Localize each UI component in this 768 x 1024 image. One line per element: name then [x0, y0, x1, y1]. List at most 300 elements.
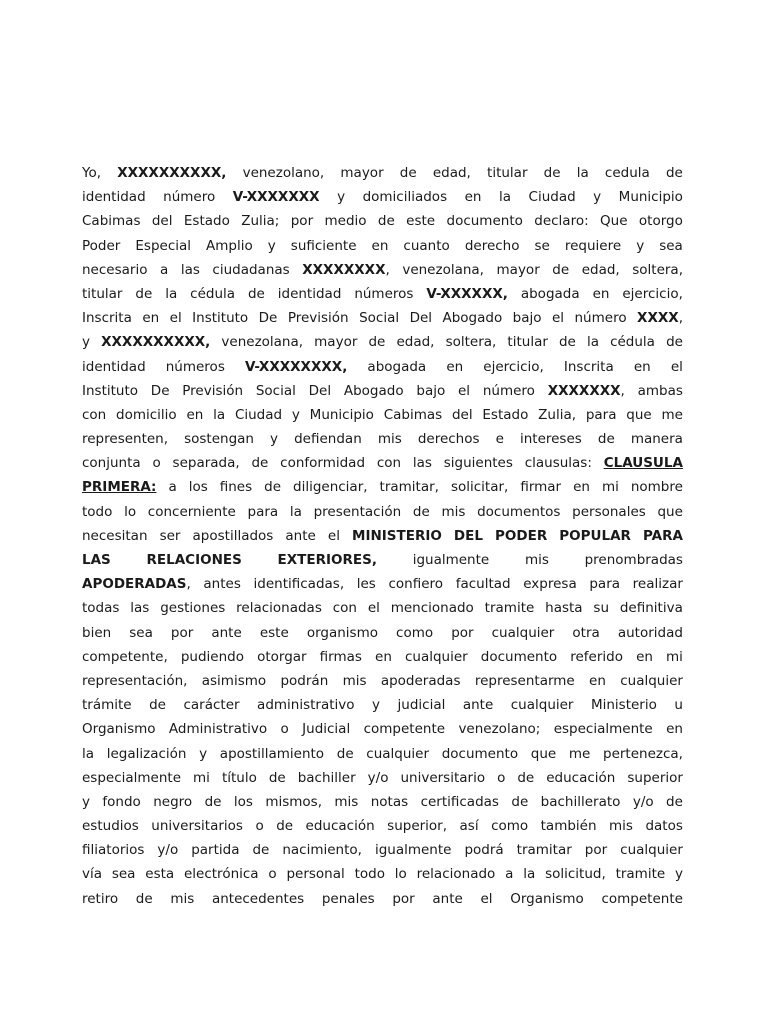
word: número — [482, 382, 535, 399]
word: filiatorios — [82, 842, 145, 859]
word: De — [150, 382, 170, 399]
word: este — [259, 624, 289, 641]
word: apostillados — [192, 527, 274, 544]
word: los — [188, 479, 208, 496]
word: cuanto — [403, 237, 450, 254]
word: otorgar — [257, 648, 307, 665]
text-line — [82, 185, 683, 209]
word: podrán — [280, 672, 329, 689]
word: asimismo — [201, 672, 267, 689]
word: identidad — [277, 285, 342, 302]
word: cédula — [190, 285, 236, 302]
word: sostengan — [184, 431, 254, 448]
word: titular — [507, 334, 548, 351]
word: Administrativo — [168, 721, 268, 738]
word: Organismo — [82, 721, 156, 738]
word: la — [498, 189, 512, 206]
word: esta — [145, 866, 175, 883]
word: mis — [334, 793, 359, 810]
word: Abogado — [343, 382, 404, 399]
text-line — [82, 379, 683, 403]
word: por — [584, 842, 608, 859]
word: Del — [409, 310, 433, 327]
word: derecho — [464, 237, 520, 254]
word: tramite — [615, 866, 666, 883]
word: Ciudad — [528, 189, 576, 206]
word: conjunta — [82, 455, 141, 472]
word: superior, — [387, 818, 448, 835]
word: Poder — [82, 237, 121, 254]
word: en — [464, 189, 482, 206]
word: administrativo — [257, 697, 355, 714]
word: el — [551, 310, 565, 327]
word: de — [666, 334, 683, 351]
word: apostillamiento — [219, 745, 325, 762]
word: hasta — [545, 600, 583, 617]
word: facultad — [455, 576, 511, 593]
word: en — [666, 721, 683, 738]
word: mayor — [314, 334, 358, 351]
word: Especial — [135, 237, 192, 254]
word: Judicial — [302, 721, 351, 738]
word: realizar — [632, 576, 683, 593]
text-line — [82, 572, 683, 596]
text-line — [82, 862, 683, 886]
word: pudiendo — [180, 648, 244, 665]
word: venezolano; — [458, 721, 541, 738]
word: fines — [219, 479, 253, 496]
word: en — [636, 648, 653, 665]
word: venezolana, — [221, 334, 304, 351]
word: con — [376, 455, 402, 472]
word: de — [276, 818, 294, 835]
word: edad, — [396, 334, 435, 351]
word: de — [543, 165, 561, 181]
word: e — [495, 431, 504, 448]
word: como — [396, 624, 434, 641]
text-line — [82, 645, 683, 669]
word: que — [530, 745, 557, 762]
word: DEL — [453, 527, 483, 544]
word: mis — [441, 503, 466, 520]
word: a — [160, 261, 169, 278]
word: igualmente — [412, 552, 490, 568]
word: mis — [524, 552, 549, 568]
word: RELACIONES — [146, 552, 242, 568]
word: firmas — [319, 648, 362, 665]
word: presentación — [313, 503, 402, 520]
word: su — [593, 600, 610, 617]
word: representen, — [82, 431, 169, 448]
word: superior — [627, 769, 683, 786]
word: conformidad — [280, 455, 366, 472]
word: de — [412, 503, 430, 520]
word: antes — [203, 576, 241, 593]
word: autoridad — [617, 624, 683, 641]
word: y — [372, 697, 381, 714]
word: de — [558, 334, 576, 351]
word: confiero — [388, 576, 444, 593]
text-line — [82, 790, 683, 814]
word: en — [573, 479, 590, 496]
word: abogada — [367, 358, 427, 375]
word: este — [406, 213, 436, 230]
word: otorgo — [638, 213, 683, 230]
word: cualquier — [510, 697, 574, 714]
word: documento — [441, 745, 519, 762]
word: números — [165, 358, 225, 375]
word: las — [412, 455, 432, 472]
word: necesitan — [82, 527, 148, 544]
word: los — [233, 793, 253, 810]
word: la — [586, 334, 599, 351]
word: derechos — [417, 431, 480, 448]
word: de — [377, 213, 395, 230]
word: sea — [111, 866, 136, 883]
word: de — [368, 334, 386, 351]
word: número — [574, 310, 627, 327]
word: cualquier — [620, 842, 683, 859]
word: universitarios — [151, 818, 243, 835]
word: tramitar, — [379, 479, 439, 496]
text-line — [82, 693, 683, 717]
word: Estado — [482, 406, 529, 423]
word: en — [446, 358, 464, 375]
text-line — [82, 524, 683, 548]
word: competente — [601, 890, 683, 907]
word: que — [657, 503, 683, 520]
word: de — [268, 769, 286, 786]
word: del — [451, 406, 473, 423]
word: me — [568, 745, 591, 762]
word: siguientes — [443, 455, 513, 472]
text-line — [82, 451, 683, 475]
word: podrá — [464, 842, 504, 859]
word: necesario — [82, 261, 148, 278]
word: o — [268, 866, 277, 883]
word: cualquier — [366, 745, 430, 762]
word: personal — [286, 866, 345, 883]
word: por — [451, 624, 474, 641]
word: venezolana, — [402, 261, 484, 278]
word: XXXXXXXXXX, — [117, 165, 227, 181]
word: el — [327, 527, 340, 544]
word: nombre — [630, 479, 683, 496]
word: o — [497, 769, 506, 786]
word: para — [247, 503, 279, 520]
word: de — [252, 842, 270, 859]
word: las — [180, 261, 200, 278]
word: XXXXXXXXXX, — [101, 334, 211, 351]
word: LAS — [82, 552, 111, 568]
text-line — [82, 838, 683, 862]
word: la — [523, 866, 536, 883]
word: cualquier — [404, 648, 468, 665]
word: POPULAR — [559, 527, 631, 544]
word: el — [670, 358, 683, 375]
word: penales — [321, 890, 375, 907]
word: bajo — [416, 382, 446, 399]
word: Zulia; — [241, 213, 280, 230]
word: estudios — [82, 818, 139, 835]
word: retiro — [82, 890, 119, 907]
word: Abogado — [442, 310, 503, 327]
word: y — [270, 431, 279, 448]
text-line — [82, 330, 683, 354]
word: Ministerio — [590, 697, 657, 714]
word: me — [661, 406, 683, 423]
word: ante — [211, 624, 242, 641]
word: certificadas — [420, 793, 499, 810]
word: PODER — [495, 527, 548, 544]
word: mi — [601, 479, 619, 496]
word: de — [149, 697, 166, 714]
word: en — [142, 310, 160, 327]
word: y/o — [632, 793, 654, 810]
word: separada, — [172, 455, 240, 472]
word: mayor — [340, 165, 384, 181]
word: domicilio — [116, 406, 177, 423]
word: Instituto — [82, 382, 139, 399]
word: carácter — [183, 697, 240, 714]
word: por — [290, 213, 314, 230]
word: Municipio — [618, 189, 683, 206]
word: especialmente — [553, 721, 653, 738]
word: manera — [630, 431, 683, 448]
word: edad, — [432, 165, 471, 181]
word: notas — [370, 793, 409, 810]
word: judicial — [397, 697, 446, 714]
word: igualmente — [374, 842, 452, 859]
word: ante — [462, 697, 494, 714]
word: mi — [666, 648, 683, 665]
text-line — [82, 887, 683, 911]
text-line — [82, 500, 683, 524]
word: de — [666, 793, 683, 810]
word: competente — [363, 721, 446, 738]
word: ciudadanas — [212, 261, 290, 278]
word: EXTERIORES, — [277, 552, 377, 568]
word: de — [264, 479, 282, 496]
word: XXXX, — [637, 310, 683, 327]
word: así — [459, 818, 479, 835]
word: firmar — [520, 479, 562, 496]
word: por — [170, 624, 194, 641]
word: partida — [191, 842, 240, 859]
word: de — [251, 455, 269, 472]
text-line — [82, 306, 683, 330]
word: números — [354, 285, 414, 302]
word: V-XXXXXXXX, — [244, 358, 348, 375]
word: a — [505, 866, 514, 883]
word: ambas — [637, 382, 683, 399]
word: lo — [124, 503, 137, 520]
document-body — [82, 161, 683, 911]
word: suficiente — [290, 237, 357, 254]
word: soltera, — [445, 334, 497, 351]
word: declaro: — [534, 213, 589, 230]
word: solicitud, — [545, 866, 606, 883]
word: para — [589, 576, 621, 593]
word: relacionadas — [236, 600, 322, 617]
word: solicitar, — [450, 479, 509, 496]
word: de — [517, 769, 535, 786]
word: la — [576, 165, 589, 181]
word: todas — [82, 600, 120, 617]
word: de — [597, 431, 615, 448]
word: De — [258, 310, 278, 327]
word: bachiller — [297, 769, 356, 786]
word: documento — [446, 213, 523, 230]
word: soltera, — [632, 261, 683, 278]
word: bachillerato — [540, 793, 621, 810]
word: y — [675, 866, 683, 883]
word: identificadas, — [253, 576, 345, 593]
word: o — [152, 455, 161, 472]
word: universitario — [400, 769, 486, 786]
word: venezolano, — [242, 165, 325, 181]
word: el — [169, 310, 182, 327]
word: lo — [394, 866, 407, 883]
word: edad, — [581, 261, 620, 278]
word: en — [589, 672, 606, 689]
word: fondo — [102, 793, 141, 810]
word: mencionado — [390, 600, 474, 617]
text-line — [82, 669, 683, 693]
word: PARA — [643, 527, 683, 544]
word: educación — [546, 769, 616, 786]
text-line — [82, 814, 683, 838]
word: relacionado — [416, 866, 496, 883]
word: y — [267, 237, 276, 254]
word: a — [168, 479, 177, 496]
word: el — [480, 890, 493, 907]
word: la — [165, 285, 178, 302]
word: de — [336, 745, 354, 762]
word: cualquier — [620, 672, 683, 689]
word: clausulas: — [524, 455, 592, 472]
text-line — [82, 355, 683, 379]
word: organismo — [306, 624, 378, 641]
word: en — [592, 285, 610, 302]
word: Inscrita — [82, 310, 132, 327]
word: gestiones — [160, 600, 226, 617]
word: tramitar — [516, 842, 572, 859]
text-line — [82, 258, 683, 282]
word: en — [186, 406, 204, 423]
word: XXXXXXX, — [547, 382, 625, 399]
word: en — [375, 648, 392, 665]
text-line — [82, 596, 683, 620]
word: o — [280, 721, 289, 738]
word: Ciudad — [234, 406, 283, 423]
word: cedula — [604, 165, 650, 181]
word: Instituto — [192, 310, 249, 327]
word: Previsión — [287, 310, 349, 327]
word: mismos, — [265, 793, 322, 810]
word: electrónica — [183, 866, 259, 883]
word: documento — [480, 648, 558, 665]
word: domiciliados — [362, 189, 448, 206]
word: documentos — [477, 503, 561, 520]
word: sea — [129, 624, 153, 641]
word: el — [458, 382, 471, 399]
word: educación — [305, 818, 375, 835]
word: concerniente — [147, 503, 236, 520]
word: se — [534, 237, 550, 254]
word: todo — [354, 866, 385, 883]
word: de — [665, 165, 683, 181]
word: APODERADAS, — [82, 576, 191, 593]
word: legalización — [106, 745, 187, 762]
text-line — [82, 548, 683, 572]
word: Zulia, — [538, 406, 577, 423]
word: Que — [600, 213, 628, 230]
word: y — [82, 334, 90, 351]
word: las — [130, 600, 150, 617]
word: intereses — [519, 431, 582, 448]
word: la — [82, 745, 95, 762]
word: y — [636, 237, 645, 254]
word: ante — [432, 890, 463, 907]
word: y — [291, 406, 300, 423]
word: competente, — [82, 648, 168, 665]
word: MINISTERIO — [352, 527, 442, 544]
word: requiere — [564, 237, 622, 254]
word: personales — [572, 503, 646, 520]
word: medio — [324, 213, 367, 230]
word: mi — [193, 769, 210, 786]
word: Municipio — [309, 406, 374, 423]
word: número — [163, 189, 216, 206]
text-line — [82, 717, 683, 741]
word: de — [204, 793, 222, 810]
word: o — [255, 818, 264, 835]
word: mis — [609, 818, 633, 835]
word: trámite — [82, 697, 132, 714]
text-line — [82, 234, 683, 258]
word: Del — [308, 382, 332, 399]
word: pertenezca, — [603, 745, 683, 762]
word: les — [356, 576, 376, 593]
word: V-XXXXXXX — [232, 189, 320, 206]
word: cédula — [610, 334, 655, 351]
word: en — [633, 358, 651, 375]
word: mayor — [496, 261, 540, 278]
text-line — [82, 766, 683, 790]
word: PRIMERA: — [82, 479, 157, 496]
word: Estado — [183, 213, 230, 230]
word: cualquier — [491, 624, 555, 641]
word: de — [511, 793, 529, 810]
word: en — [371, 237, 389, 254]
word: y — [337, 189, 346, 206]
word: titular — [82, 285, 123, 302]
word: Social — [255, 382, 296, 399]
word: nacimiento, — [282, 842, 362, 859]
word: titular — [487, 165, 528, 181]
word: negro — [153, 793, 193, 810]
word: especialmente — [82, 769, 182, 786]
word: con — [332, 600, 357, 617]
word: definitiva — [619, 600, 683, 617]
word: de — [135, 285, 153, 302]
word: tramite — [484, 600, 535, 617]
word: sea — [659, 237, 683, 254]
text-line — [82, 427, 683, 451]
word: la — [289, 503, 302, 520]
word: Cabimas — [82, 213, 141, 230]
